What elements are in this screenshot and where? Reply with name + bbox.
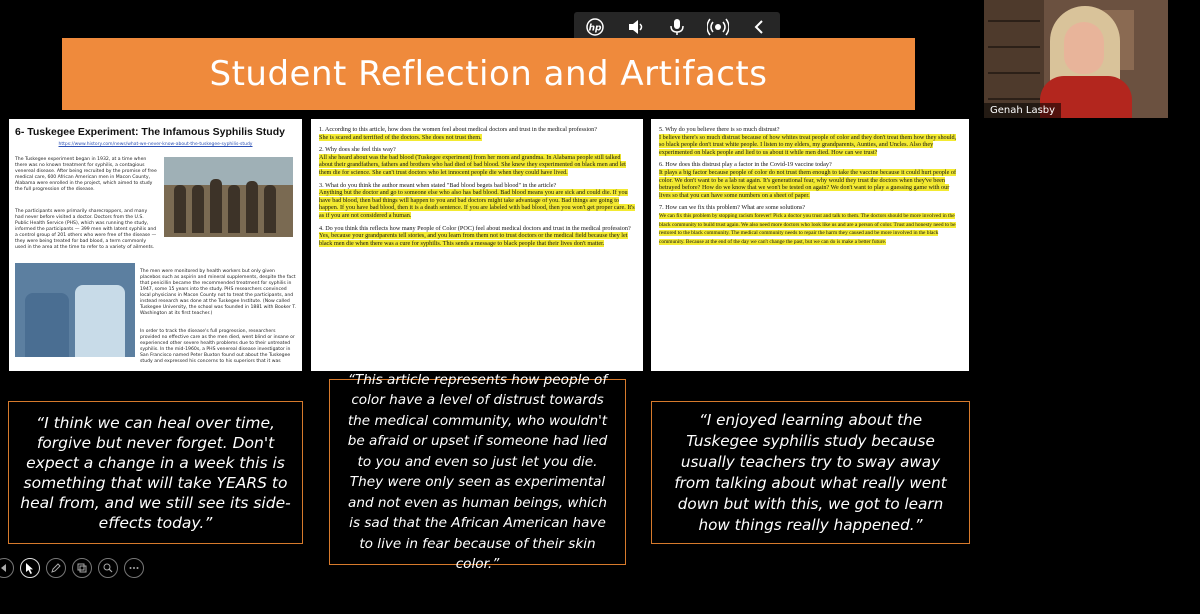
worksheet-question: 6. How does this distrust play a factor in the Covid-19 vaccine today? It plays a big factor because people of color do not trust them enough to take the vaccine because it could hurt people of color. We don't want to be a lab rat again. It's generational fear, why would they trust the doctors when they've been betrayed before? How do we know that we won't be tested on again? We don't want to play a guessing game with our lives so that you can have some numbers on a sheet of paper.	[659, 161, 957, 199]
worksheet-question: 1. According to this article, how does the women feel about medical doctors and trust in the medical profession? She is scared and terrified of the doctors. She does not trust them.	[319, 126, 598, 141]
worksheet-question: 4. Do you think this reflects how many People of Color (POC) feel about medical doctors and trust in the medical profession? Yes, because your grandparents tell stories, and you learn from them not to trust doctors or the medical field because they let black men die when there was a cure for syphilis. This sends a message to black people that their lives don't matter.	[319, 224, 631, 247]
bookshelf	[984, 0, 1044, 118]
student-quote-1	[8, 401, 303, 544]
worksheet-question: 7. How can we fix this problem? What are some solutions? We can fix this problem by stopping racism forever! Pick a doctor you trust and talk to them. The doctors should be more involved in the black community to build trust again. We also need more doctors who look like us and are a person of color. Trust and honesty need to be restored to the black community. The medical community needs to repair the harm they caused and be more involved in the black community. Because at the end of the day we can't change the past, but we can do is make a better future.	[659, 204, 956, 245]
worksheet-question: 5. Why do you believe there is so much distrust? I believe there's so much distrust because of how whites treat people of color and they don't treat them how they should, so black people don't trust white people. I listen to my elders, my grandparents, Aunties, and Uncles. Also they experimented on black people and lied to us about it while men died. How can we trust?	[659, 126, 957, 156]
article-paragraph-2: The participants were primarily sharecroppers, and many had never before visited a doctor. Doctors from the U.S. Public Health Service (PHS), which was running the study, informed the participants — 399 men with latent syphilis and a control group of 201 others who were free of the disease — they were being treated for bad blood, a term commonly used in the area at the time to refer to a variety of ailments.	[15, 209, 157, 250]
article-paragraph-4: In order to track the disease's full progression, researchers provided no effective care as the men died, went blind or insane or experienced other severe health problems due to their untreated syphilis. In the mid-1960s, a PHS venereal disease investigator in San Francisco named Peter Buxton found out about the Tuskegee study and expressed his concerns to his superiors that it was	[140, 329, 295, 364]
article-title: 6- Tuskegee Experiment: The Infamous Syphilis Study	[15, 126, 285, 138]
slide-title-banner	[62, 38, 915, 110]
student-quote-3	[651, 401, 970, 544]
pen-icon[interactable]	[46, 558, 66, 578]
zoom-icon[interactable]	[98, 558, 118, 578]
slide-title: Student Reflection and Artifacts	[209, 54, 768, 94]
worksheet-page-1	[311, 119, 643, 371]
participant-face	[1064, 22, 1104, 74]
student-quote-text: “I think we can heal over time, forgive but never forget. Don't expect a change in a week this is something that will take YEARS to heal from, and we still see its side-effects today.”	[20, 413, 291, 532]
pointer-icon[interactable]	[20, 558, 40, 578]
participant-video[interactable]	[984, 0, 1168, 118]
article-document	[9, 119, 302, 371]
student-quote-2	[329, 371, 626, 572]
broadcast-icon[interactable]	[703, 15, 733, 39]
student-quote-text: “I enjoyed learning about the Tuskegee syphilis study because usually teachers try to sway away from talking about what really went down but with this, we got to learn how things really happened.”	[674, 410, 947, 534]
student-quote-text: “This article represents how people of color have a level of distrust towards the medical community, who wouldn't be afraid or upset if someone had lied to you and even so just let you die. They were only seen as experimental and not even as human beings, which is sad that the African American have to live in fear because of their skin color.”	[347, 371, 608, 572]
back-icon[interactable]	[744, 15, 774, 39]
previous-icon[interactable]	[0, 558, 14, 578]
slides-icon[interactable]	[72, 558, 92, 578]
worksheet-question: 3. What do you think the author meant when stated "Bad blood begets bad blood" in the article? Anything but the doctor and go to someone else who also has bad blood. Bad blood means you are sick and could die. If you have bad blood, then bad things will happen to you and bad doctors might take advantage of you. Bad things are going to happen. If you have bad blood, then it is a death sentence. If you are labeled with bad blood, then you won't get proper care. It's as if you are not considered a human.	[319, 181, 635, 219]
article-paragraph-1: The Tuskegee experiment began in 1932, at a time when there was no known treatment for syphilis, a contagious venereal disease. After being recruited by the promise of free medical care, 600 African American men in Macon County, Alabama were enrolled in the project, which aimed to study the full progression of the disease.	[15, 157, 157, 192]
worksheet-page-2	[651, 119, 969, 371]
historical-photo-men	[164, 157, 293, 237]
participant-name: Genah Lasby	[984, 103, 1061, 118]
hp-logo-icon[interactable]	[580, 15, 610, 39]
worksheet-question: 2. Why does she feel this way? All she heard about was the bad blood (Tuskegee experiment) from her mom and grandma. In Alabama people still talked about their grandfathers, fathers and brothers who had died of bad blood. She knew they experimented on black men and let them die for science. She can't trust doctors who let innocent people die when they could have lived.	[319, 146, 626, 176]
hp-logo-text: hp	[588, 23, 602, 34]
article-paragraph-3: The men were monitored by health workers but only given placebos such as aspirin and mineral supplements, despite the fact that penicillin became the recommended treatment for syphilis in 1947, some 15 years into the study. PHS researchers convinced local physicians in Macon County not to treat the participants, and instead research was done at the Tuskegee Institute. (Now called Tuskegee University, the school was founded in 1881 with Booker T. Washington at its first teacher.)	[140, 269, 297, 316]
slideshow-controls	[0, 558, 144, 578]
more-icon[interactable]	[124, 558, 144, 578]
microphone-icon[interactable]	[662, 15, 692, 39]
volume-icon[interactable]	[621, 15, 651, 39]
article-link[interactable]: https://www.history.com/news/what-we-never-know-about-the-tuskegee-syphilis-study	[58, 142, 253, 147]
historical-photo-doctor	[15, 263, 135, 357]
